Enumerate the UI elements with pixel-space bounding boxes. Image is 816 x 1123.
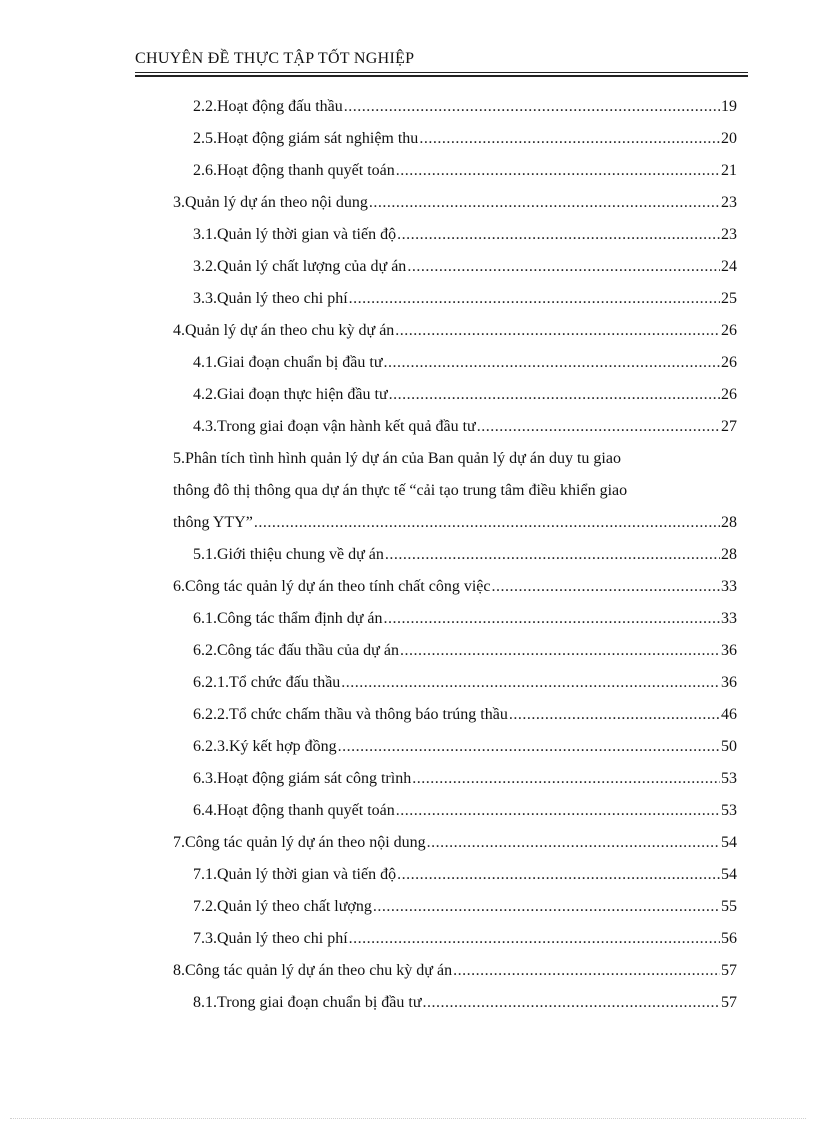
- document-title: CHUYÊN ĐỀ THỰC TẬP TỐT NGHIỆP: [135, 50, 415, 67]
- toc-entry-page: 26: [721, 354, 737, 371]
- toc-entry[interactable]: [173, 955, 737, 987]
- toc-entry-title: 6.2.2.Tổ chức chấm thầu và thông báo trúng thầu: [193, 706, 508, 723]
- toc-entry-page: 24: [721, 258, 737, 275]
- toc-entry[interactable]: [173, 91, 737, 123]
- toc-entry[interactable]: [173, 667, 737, 699]
- toc-entry-title: 5.1.Giới thiệu chung về dự án: [193, 546, 384, 563]
- table-of-contents: [173, 91, 737, 1019]
- toc-entry-title: 6.Công tác quản lý dự án theo tính chất công việc: [173, 578, 491, 595]
- toc-entry-title: 6.2.Công tác đấu thầu của dự án: [193, 642, 399, 659]
- dot-leader: [384, 347, 720, 379]
- toc-entry-title: 8.1.Trong giai đoạn chuẩn bị đầu tư: [193, 994, 422, 1011]
- toc-entry[interactable]: [173, 283, 737, 315]
- toc-entry-title: 4.2.Giai đoạn thực hiện đầu tư: [193, 386, 388, 403]
- toc-entry-multiline[interactable]: [173, 443, 737, 539]
- dot-leader: [397, 859, 720, 891]
- toc-entry-page: 54: [721, 866, 737, 883]
- toc-entry-page: 20: [721, 130, 737, 147]
- toc-entry-title-line: 5.Phân tích tình hình quản lý dự án của Ban quản lý dự án duy tu giao: [173, 450, 621, 467]
- toc-entry[interactable]: [173, 315, 737, 347]
- dot-leader: [509, 699, 720, 731]
- toc-entry-page: 19: [721, 98, 737, 115]
- dot-leader: [384, 603, 720, 635]
- toc-entry[interactable]: [173, 603, 737, 635]
- toc-entry[interactable]: [173, 795, 737, 827]
- dot-leader: [373, 891, 720, 923]
- toc-entry[interactable]: [173, 763, 737, 795]
- toc-entry-title: 6.1.Công tác thẩm định dự án: [193, 610, 383, 627]
- toc-entry[interactable]: [173, 699, 737, 731]
- toc-entry-page: 53: [721, 802, 737, 819]
- toc-entry-title: 6.3.Hoạt động giám sát công trình: [193, 770, 412, 787]
- toc-entry-page: 57: [721, 994, 737, 1011]
- toc-entry[interactable]: [173, 635, 737, 667]
- toc-entry[interactable]: [173, 347, 737, 379]
- toc-entry-page: 28: [721, 514, 737, 531]
- toc-entry-title-line: thông YTY”: [173, 514, 253, 531]
- toc-entry-page: 21: [721, 162, 737, 179]
- toc-entry-title: 6.4.Hoạt động thanh quyết toán: [193, 802, 395, 819]
- toc-entry-title: 2.6.Hoạt động thanh quyết toán: [193, 162, 395, 179]
- toc-entry-page: 36: [721, 674, 737, 691]
- toc-entry-title: 3.1.Quản lý thời gian và tiến độ: [193, 226, 397, 243]
- toc-entry[interactable]: [173, 155, 737, 187]
- toc-entry-page: 56: [721, 930, 737, 947]
- toc-entry-page: 26: [721, 386, 737, 403]
- dot-leader: [344, 91, 720, 123]
- toc-entry-title: 4.3.Trong giai đoạn vận hành kết quả đầu tư: [193, 418, 476, 435]
- toc-entry-title: 4.Quản lý dự án theo chu kỳ dự án: [173, 322, 395, 339]
- dot-leader: [412, 763, 720, 795]
- dot-leader: [349, 283, 720, 315]
- toc-entry-title: 2.2.Hoạt động đấu thầu: [193, 98, 343, 115]
- toc-entry[interactable]: [173, 731, 737, 763]
- toc-entry-title-line: thông đô thị thông qua dự án thực tế “cải tạo trung tâm điều khiển giao: [173, 482, 628, 499]
- toc-entry-title: 3.3.Quản lý theo chi phí: [193, 290, 348, 307]
- dot-leader: [396, 795, 720, 827]
- dot-leader: [477, 411, 720, 443]
- toc-entry[interactable]: [173, 539, 737, 571]
- toc-entry[interactable]: [173, 379, 737, 411]
- toc-entry[interactable]: [173, 411, 737, 443]
- dot-leader: [389, 379, 720, 411]
- dot-leader: [349, 923, 720, 955]
- toc-entry-page: 23: [721, 194, 737, 211]
- dot-leader: [423, 987, 721, 1019]
- toc-entry-page: 36: [721, 642, 737, 659]
- toc-entry[interactable]: [173, 891, 737, 923]
- dot-leader: [407, 251, 720, 283]
- dot-leader: [369, 187, 720, 219]
- toc-entry-page: 54: [721, 834, 737, 851]
- dot-leader: [400, 635, 720, 667]
- dot-leader: [491, 571, 720, 603]
- dot-leader: [419, 123, 720, 155]
- toc-entry-page: 33: [721, 610, 737, 627]
- toc-entry-title: 7.3.Quản lý theo chi phí: [193, 930, 348, 947]
- dot-leader: [254, 507, 720, 539]
- toc-entry[interactable]: [173, 219, 737, 251]
- dot-leader: [397, 219, 720, 251]
- page-bottom-border: [10, 1118, 806, 1119]
- toc-entry-page: 57: [721, 962, 737, 979]
- dot-leader: [396, 155, 720, 187]
- dot-leader: [338, 731, 720, 763]
- header-rule-double: [135, 75, 748, 77]
- toc-entry[interactable]: [173, 251, 737, 283]
- toc-entry-title: 3.Quản lý dự án theo nội dung: [173, 194, 368, 211]
- toc-entry-page: 27: [721, 418, 737, 435]
- toc-entry-page: 23: [721, 226, 737, 243]
- toc-entry[interactable]: [173, 859, 737, 891]
- toc-entry-title: 6.2.1.Tổ chức đấu thầu: [193, 674, 341, 691]
- page-header: [135, 48, 748, 70]
- toc-entry[interactable]: [173, 571, 737, 603]
- toc-entry-title: 7.Công tác quản lý dự án theo nội dung: [173, 834, 426, 851]
- toc-entry-page: 46: [721, 706, 737, 723]
- toc-entry-title: 7.2.Quản lý theo chất lượng: [193, 898, 372, 915]
- dot-leader: [427, 827, 720, 859]
- toc-entry[interactable]: [173, 827, 737, 859]
- dot-leader: [341, 667, 720, 699]
- toc-entry-title: 7.1.Quản lý thời gian và tiến độ: [193, 866, 397, 883]
- toc-entry-page: 53: [721, 770, 737, 787]
- toc-entry[interactable]: [173, 123, 737, 155]
- toc-entry[interactable]: [173, 923, 737, 955]
- toc-entry-title: 4.1.Giai đoạn chuẩn bị đầu tư: [193, 354, 383, 371]
- header-rule: [135, 72, 748, 73]
- toc-entry-page: 33: [721, 578, 737, 595]
- toc-entry-title: 3.2.Quản lý chất lượng của dự án: [193, 258, 407, 275]
- toc-entry[interactable]: [173, 987, 737, 1019]
- toc-entry-page: 55: [721, 898, 737, 915]
- toc-entry[interactable]: [173, 187, 737, 219]
- toc-entry-title: 8.Công tác quản lý dự án theo chu kỳ dự án: [173, 962, 453, 979]
- dot-leader: [395, 315, 720, 347]
- toc-entry-page: 25: [721, 290, 737, 307]
- toc-entry-page: 28: [721, 546, 737, 563]
- toc-entry-title: 6.2.3.Ký kết hợp đồng: [193, 738, 337, 755]
- dot-leader: [453, 955, 720, 987]
- toc-entry-title: 2.5.Hoạt động giám sát nghiệm thu: [193, 130, 419, 147]
- toc-entry-page: 26: [721, 322, 737, 339]
- toc-entry-page: 50: [721, 738, 737, 755]
- dot-leader: [385, 539, 720, 571]
